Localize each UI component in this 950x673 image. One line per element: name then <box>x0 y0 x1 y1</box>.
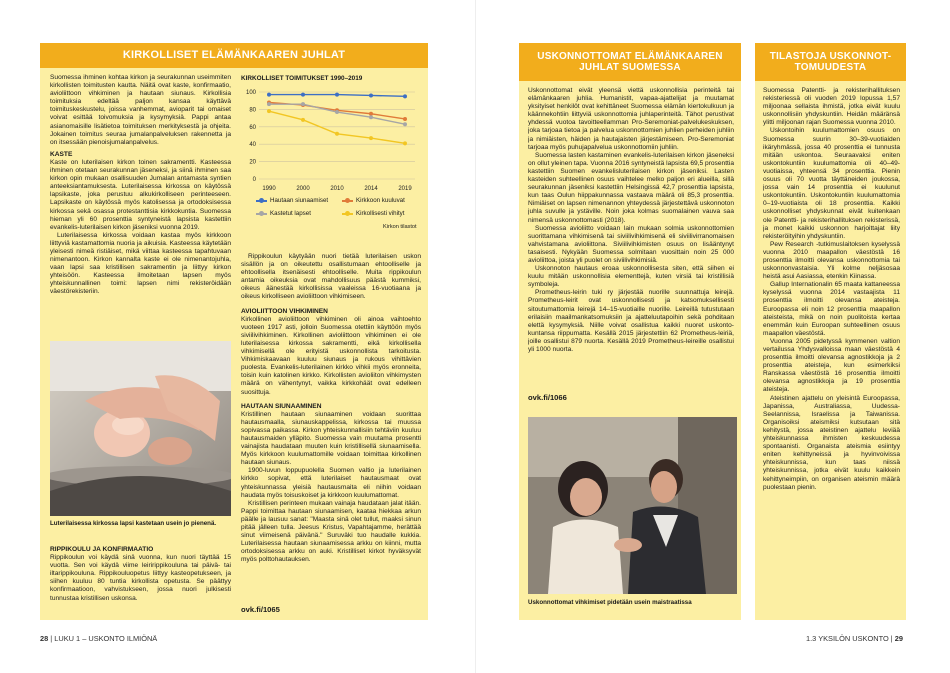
kaste-paragraph-1: Kaste on luterilaisen kirkon toinen sakramentti. Kasteessa ihminen otetaan seurakunnan jäseneksi, ja siinä ihminen saa kirkon opin mukaan osallisuuden Jumalan antamasta syntien anteeksiantamuksesta. Luterilaisessa kirkossa on käytössä lapsikaste, joka perustuu alkukirkolliseen perinteeseen. Lapsikaste on käytössä myös katolisessa ja ortodoksisessa kirkossa sekä osassa protestanttisia kirkkokuntia. Suomessa hieman yli 60 prosenttia syntyneistä lapsista kastettiin evankelis-luterilaisen kirkon jäseniksi vuonna 2019. <box>50 158 231 231</box>
baptism-photo-caption: Luterilaisessa kirkossa lapsi kastetaan usein jo pienenä. <box>50 520 217 527</box>
uskonnottomat-paragraph-4: Uskonnoton hautaus eroaa uskonnollisesta siten, että siihen ei kuulu mitään uskonnollisia elementtejä, kuten virsiä tai kristillisiä symboleja. <box>528 265 734 289</box>
series-3-point-2000 <box>301 118 305 122</box>
legend-item-kirkkoon <box>342 197 405 204</box>
legend-label: Kirkkoon kuuluvat <box>356 197 405 204</box>
left-column-2-text <box>241 253 421 605</box>
y-tick-label-100: 100 <box>245 90 256 96</box>
series-2-point-1990 <box>267 102 271 106</box>
series-3-point-2019 <box>403 141 407 145</box>
wedding-photo-caption: Uskonnottomat vihkimiset pidetään usein maistraatissa <box>528 599 692 606</box>
rippikoulu-continued-paragraph: Rippikoulun käytyään nuori tietää luterilaisen uskon sisällön ja on oikeutettu osallistumaan ehtoolliselle ja ehtoollisella itsenäisesti ehtoolliselle. Muita rippikoulun antamia oikeuksia ovat mahdollisuus päästä kummiksi, oikeus äänestää kirkollisissa vaaleissa 16-vuotiaana ja oikeus kirkolliseen avioliittoon vihkimiseen. <box>241 253 421 301</box>
chart-source: Kirkon tilastot <box>383 224 417 230</box>
series-2-point-2019 <box>403 122 407 126</box>
legend-swatch <box>342 200 353 202</box>
uskonnottomat-paragraph-3: Suomessa avioliitto voidaan lain mukaan solmia uskonnottomien suorittamana vihkimisenä tai siviilivihkimisenä eli siviilivirranomaisen vahvistamana avioliittona. Siviilivihkimisten osuus on lisääntynyt tasaisesti. Nykyään Suomessa solmitaan vuosittain noin 25 000 avioliittoa, joista yli puolet on siviilivihkimisiä. <box>528 224 734 264</box>
y-tick-label-60: 60 <box>249 124 256 131</box>
legend-label: Hautaan siunaamiset <box>270 197 329 204</box>
hautaan-paragraph-1: Kristillinen hautaan siunaaminen voidaan suorittaa hautausmaalla, siunauskappelissa, kirkossa tai muussa sopivassa paikassa. Kirkon yhteiskunnallisiin tehtäviin kuuluu hautausmaiden ylläpito. Suomessa vain muutama prosentti vainajista haudataan muuten kuin kristillisellä siunaamisella. Myös kirkkoon kuulumattomille voidaan toimittaa kirkollinen hautaan siunaus. <box>241 410 421 467</box>
right-page-number: 29 <box>894 634 903 643</box>
right-column-2-text <box>763 87 900 617</box>
left-page-number: 28 <box>40 634 49 643</box>
legend-swatch <box>256 213 267 215</box>
series-line-2 <box>269 104 405 124</box>
y-tick-label-0: 0 <box>252 177 256 183</box>
hautaan-subheading: HAUTAAN SIUNAAMINEN <box>241 402 322 410</box>
intro-paragraph: Suomessa ihminen kohtaa kirkon ja seurakunnan useimmiten kirkollisten toimitusten kautta. Näitä ovat kaste, konfirmaatio, avioliittoon vihkiminen ja hautaan siunaus. Kirkollisia toimituksia edeltää paljon kansaa käyttävä toimituskeskustelu, joissa vanhemmat, avioparit tai omaiset voivat esittää toivomuksia ja kysymyksiä. Pappi antaa asianomaisille lisätietoa toimituksen merkityksestä ja ohjeita. Jokainen toimitus seuraa jumalanpalveluksen rakennetta ja on itsessään pienoisjumalanpalvelus. <box>50 74 231 146</box>
right-panel-1-heading-line-2: JUHLAT SUOMESSA <box>579 62 681 73</box>
series-0-point-2019 <box>403 94 407 98</box>
tilastot-paragraph-6: Ateistinen ajattelu on yleisintä Euroopassa, Japanissa, Australiassa, Uudessa-Seelannissa, Israelissa ja Taiwanissa. Organisoiksi ateismiksi kutsutaan sitä kehitystä, jossa ateistinen ajattelu leviää yhteiskunnassa ihmisten keskuudessa spontaanisti. Organaista ateismia esiintyy eniten kehittyneissä ja hyvinvoivissa yhteiskunnissa, kun taas niissä yhteiskunnissa, jotka eivät kuulu kaikkein kehittyneimpiin, on organisen ateismin määrä puolestaan pienin. <box>763 394 900 491</box>
y-tick-label-40: 40 <box>249 142 256 149</box>
wedding-illustration <box>528 417 737 594</box>
right-chapter-title: 1.3 YKSILÖN USKONTO <box>806 634 889 643</box>
chart-title: KIRKOLLISET TOIMITUKSET 1990–2019 <box>241 75 363 82</box>
rippikoulu-paragraph: Rippikoulun voi käydä sinä vuonna, kun nuori täyttää 15 vuotta. Sen voi käydä viime leiririppikouluna tai päivä- tai iltarippikouluna. Rippikouluopetus liittyy kasteopetukseen, ja siihen kuuluu 80 tuntia kirkollista opetusta. Se päättyy konfirmaatioon, vahvistukseen, jossa nuori julkisesti tunnustaa kristillisen uskonsa. <box>50 554 231 602</box>
right-page-footer: 1.3 YKSILÖN USKONTO | 29 <box>806 634 903 643</box>
rippikoulu-subheading: RIPPIKOULU JA KONFIRMAATIO <box>50 546 154 553</box>
tilastot-paragraph-5: Vuonna 2005 pidetyssä kymmenen valtion vertailussa Yhdysvalloissa maan väestöstä 4 prosenttia ilmoitti olevansa agnostikkoja ja 2 prosenttia ateisteja, kun esimerkiksi Ranskassa väestöstä 16 prosenttia ilmoitti olevansa agnostikkoja ja 19 prosenttia ateisteja. <box>763 337 900 394</box>
tilastot-paragraph-3: Pew Research -tutkimuslaitoksen kyselyssä vuonna 2010 maapallon väestöstä 16 prosenttia ilmoitti olevansa uskonnottomia tai uskonnonvastaisia. Yli kolme neljäsosaa heistä asui Aasiassa, etenkin Kiinassa. <box>763 240 900 281</box>
kaste-paragraph-2: Luterilaisessa kirkossa voidaan kastaa myös kirkkoon liittyviä kastamattomia nuoria ja aikuisia. Kasteessa käytetään yleisesti nimeä ristiäiset, mikä viittaa kasteessa tapahtuvaan nimenantoon. Kirkon kannalta kaste ei ole nimenantojuhla, vaan lapsi saa kristillisen sakramentin ja liittyy kirkon yhteisöön. Kasteessa ilmoitetaan lapsen myös yhteiskunnallinen toimi: lapsen nimi rekisteröidään väestörekisteriin. <box>50 231 231 296</box>
church-ceremonies-chart <box>237 84 423 194</box>
right-panel-2-heading-line-1: TILASTOJA USKONNOT- <box>769 50 892 62</box>
tilastot-paragraph-4: Gallup Internationalin 65 maata kattaneessa kyselyssä vuonna 2014 vastaajista 11 prosenttia ilmoitti olevansa ateisteja. Euroopassa eli noin 12 prosenttia maapallon ateisteista, mikä on noin puolitoista kertaa enemmän kuin Euroopan suhteellinen osuus maapallon väestöstä. <box>763 281 900 337</box>
legend-label: Kirkollisesti vihityt <box>356 210 405 217</box>
left-column-1-text-bottom <box>50 546 231 616</box>
left-page-link[interactable]: ovk.fi/1065 <box>241 605 280 614</box>
x-tick-label-2014: 2014 <box>364 186 378 192</box>
y-tick-label-20: 20 <box>249 159 256 166</box>
right-panel-1-heading <box>519 43 741 81</box>
hautaan-paragraph-3: Kristillisen perinteen mukaan vainaja haudataan jalat itään. Pappi toimittaa hautaan siunaamisen, kaataa hiekkaa arkun päälle ja lausuu sanat: "Maasta sinä olet tullut, maaksi sinun pitää jälleen tulla. Jeesus Kristus, Vapahtajamme, herättää sinut viimeisenä päivänä." Suruväki tuo haudalle kukkia. Luterilaisessa hautaan siunaamisessa arkku on kiinni, mutta ortodoksisessa arkku on auki. Kristilliset kirkot hyväksyvät myös polttohautauksen. <box>241 499 421 564</box>
series-2-point-2010 <box>335 110 339 114</box>
series-3-point-2014 <box>369 136 373 140</box>
tilastot-paragraph-1: Suomessa Patentti- ja rekisterihallituksen rekisteriessä oli vuoden 2019 lopussa 1,57 miljoonaa sellaista ihmistä, jotka eivät kuulu uskonnollisiin yhdyskuntiin. Heidän määränsä ylitti miljoonan rajan Suomessa vuonna 2010. <box>763 87 900 127</box>
left-column-1-text-top <box>50 74 231 337</box>
hautaan-paragraph-2: 1900-luvun loppupuolella Suomen valtio ja luterilainen kirkko sopivat, että luterilaiset hautausmaat ovat yhteiskunnassa yleisiä hautausmaita eli niihin voidaan haudata myös toisuskoiset ja kirkkoon kuulumattomat. <box>241 467 421 499</box>
uskonnottomat-paragraph-2: Suomessa lasten kastaminen evankelis-luterilaisen kirkon jäseneksi on ollut yleinen tapa. Vuonna 2016 syntyneistä lapsista 69,5 prosenttia kastettiin Suomen evankelisluterilaisen kirkon jäseniksi. Lasten kasteiden suhteellinen osuus vaihtelee melko paljon eri alueilla, sillä seurakunnan jäseniksi kastettiin Helsingissä 42,7 prosenttia lapsista, kun taas Oulun hiippakunnassa vastaava määrä oli 85,3 prosenttia. Nimiäiset on lapsen nimenannon yhteydessä järjestettävä uskonnoton juhla suvulle ja ystäville. Noin joka kolmas suomalainen vauva saa nimensä uskonnottomasti (2018). <box>528 151 734 224</box>
series-2-point-2000 <box>301 102 305 106</box>
x-tick-label-2019: 2019 <box>398 186 412 192</box>
legend-label: Kastetut lapset <box>270 210 311 217</box>
legend-item-vihityt <box>342 210 404 217</box>
left-page-footer: 28 | LUKU 1 – USKONTO ILMIÖNÄ <box>40 634 158 643</box>
right-panel-2-heading <box>755 43 906 81</box>
uskonnottomat-paragraph-1: Uskonnottomat eivät yleensä viettä uskonnollisia perinteitä tai elämänkaaren juhlia. Humanistit, vapaa-ajattelijat ja muutamat yksityiset henkilöt ovat kehittäneet Suomessa elämän kiertokulkuun ja käännekohtiin liittyviä uskonnottomia juhlaperinteitä. Tähot perustivat yhdessä vuotoa tavoitteellamman Pro-Seremoniat-palvelukeskuksen, joka tarjoaa tietoa ja palvelua uskonnottomien juhlien perheiden juhliin ja nimiäisten, häiden ja hautajaisten järjestämiseen. Pro-Seremoniat tarjoaa myös puhujapalvelua uskonnottomiin juhliin. <box>528 87 734 151</box>
left-page-heading: KIRKOLLISET ELÄMÄNKAAREN JUHLAT <box>40 43 428 68</box>
baptism-photo <box>50 341 231 516</box>
right-column-1-text <box>528 87 734 389</box>
x-tick-label-1990: 1990 <box>262 186 276 192</box>
series-2-point-2014 <box>369 115 373 119</box>
kaste-subheading: KASTE <box>50 150 73 158</box>
legend-swatch <box>342 213 353 215</box>
legend-swatch <box>256 200 267 202</box>
legend-item-hautaan <box>256 197 328 204</box>
right-panel-1-heading-line-1: USKONNOTTOMAT ELÄMÄNKAAREN <box>537 50 723 62</box>
series-0-point-1990 <box>267 93 271 97</box>
left-chapter-title: LUKU 1 – USKONTO ILMIÖNÄ <box>54 634 158 643</box>
page-fold <box>475 0 476 673</box>
uskonnottomat-paragraph-5: Prometheus-leirin tuki ry järjestää nuorille suunnattuja leirejä. Prometheus-leirit ovat uskonnollisesti ja katsomuksellisesti sitoutumattomia leirejä 14–15-vuotiaille nuorille. Leireillä tutustutaan erilaisiin maailmankatsomuksiin ja ajatteluutapoihin sekä pohditaan elettä kysymyksiä. Niille voivat osallistua kaikki nuoret uskonto-kuntansa riippumatta. Kesällä 2015 järjestettiin 62 Prometheus-leiriä, joille osallistui 879 nuorta. Kesällä 2019 Prometheus-leireille osallistui yli 1000 nuorta. <box>528 289 734 353</box>
avioliitto-paragraph: Kirkollinen avioliittoon vihkiminen oli ainoa vaihtoehto vuoteen 1917 asti, jolloin Suomessa otettiin käyttöön myös siviilivihkiminen. Kirkollinen avioliittoon vihkiminen ei ole luterilaisessa kirkossa sakramentti, eikä kirkollisella vihkimisellä ole erityistä uskonnollista tarkoitusta. Vihkimiskaavaan kuuluu siunaus ja rukous vihittävien puolesta. Evankelis-luterilainen kirkko vihkii myös eronneita, toisin kuin katolinen kirkko. Kirkollisten avioliiton vihkimysten määrä on vähentynyt, vaikka kirkkohäät ovat edelleen suosittuja. <box>241 315 421 396</box>
wedding-photo <box>528 417 737 594</box>
x-tick-label-2000: 2000 <box>296 186 310 192</box>
series-0-point-2014 <box>369 93 373 97</box>
series-3-point-1990 <box>267 109 271 113</box>
legend-item-kastetut <box>256 210 311 217</box>
series-0-point-2010 <box>335 93 339 97</box>
avioliitto-subheading: AVIOLIITTOON VIHKIMINEN <box>241 307 328 315</box>
right-panel-2-heading-line-2: TOMUUDESTA <box>794 62 867 73</box>
right-page-link[interactable]: ovk.fi/1066 <box>528 393 567 402</box>
baptism-illustration <box>50 341 231 516</box>
series-0-point-2000 <box>301 93 305 97</box>
series-3-point-2010 <box>335 132 339 136</box>
series-1-point-2019 <box>403 117 407 121</box>
tilastot-paragraph-2: Uskontoihin kuulumattomien osuus on Suomessa suurin 30–39-vuotiaiden ikäryhmässä, jossa 40 prosenttia ei tunnusta mitään uskontoa. Seuraavaksi eniten uskontokuntiin kuulumattomia oli 40–49-vuotiaissa, yhteensä 34 prosenttia. Pienin osuus oli 70 vuotta täyttäneiden joukossa, jossa vain 14 prosenttia ei kuulunut uskontokuntiin. Uskontokuntiin kuulumattomia 0–19-vuotiaista oli 18 prosenttia. Kaikki uskonnolliset yhdyskunnat eivät kuitenkaan ole Patentti- ja rekisterihallituksen rekisterissä, ja monet kaikki uskonnon harjoittajat liity rekisteröityihin yhdyskuntiin. <box>763 127 900 240</box>
x-tick-label-2010: 2010 <box>330 186 344 192</box>
series-1-point-2014 <box>369 112 373 116</box>
y-tick-label-80: 80 <box>249 107 256 114</box>
